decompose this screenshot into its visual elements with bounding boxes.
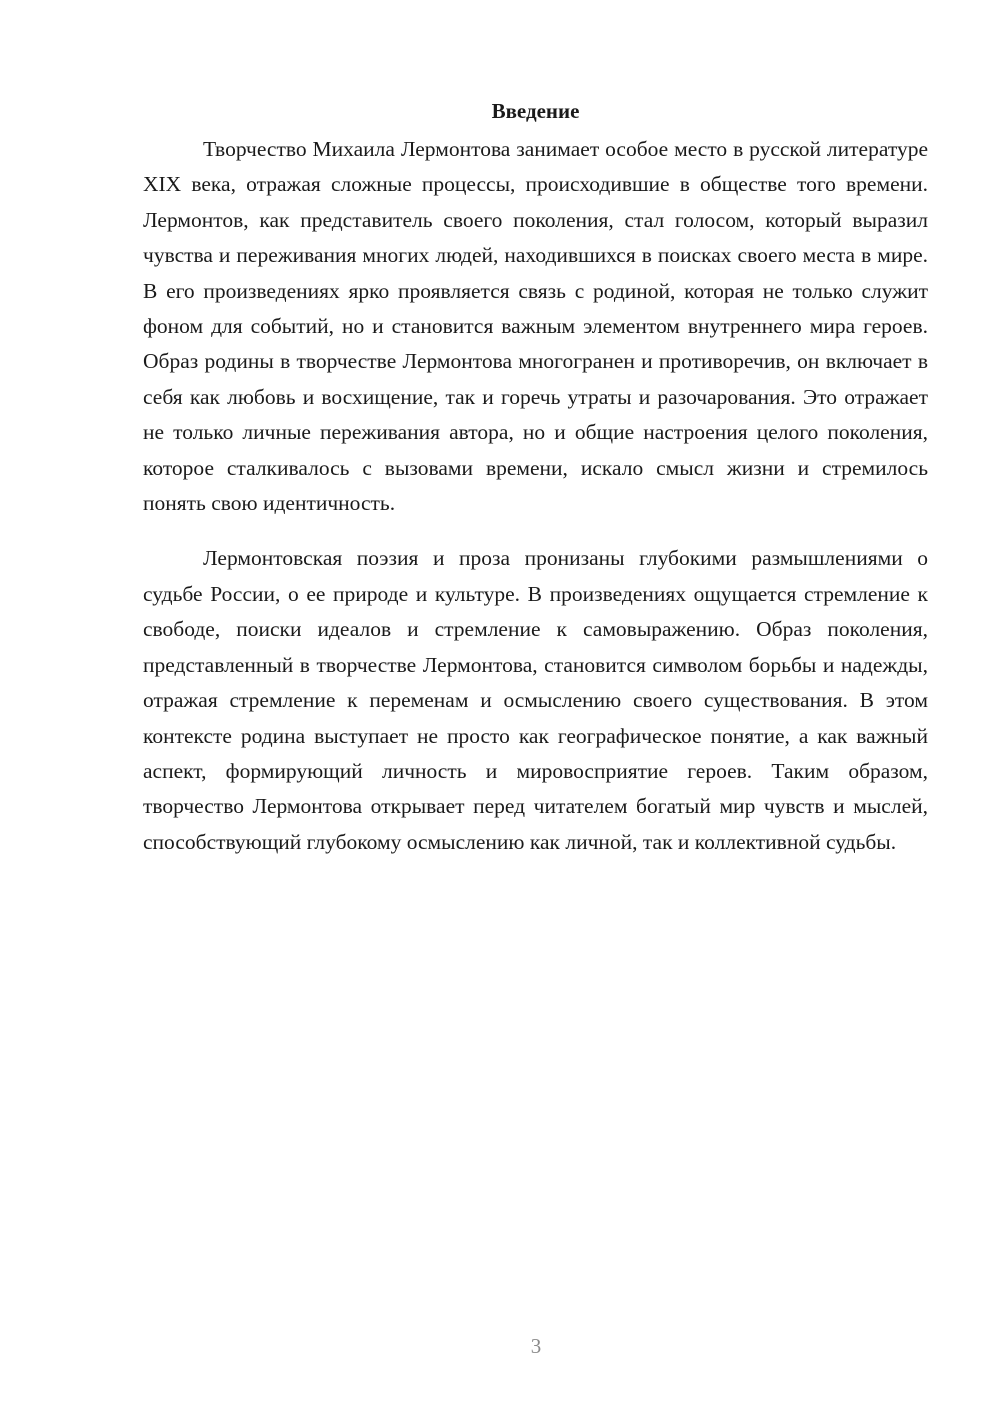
- page-content: [143, 96, 928, 860]
- paragraph-1: Творчество Михаила Лермонтова занимает особое место в русской литературе XIX века, отражая сложные процессы, происходившие в обществе того времени. Лермонтов, как представитель своего поколения, стал голосом, который выразил чувства и переживания многих людей, находившихся в поисках своего места в мире. В его произведениях ярко проявляется связь с родиной, которая не только служит фоном для событий, но и становится важным элементом внутреннего мира героев. Образ родины в творчестве Лермонтова многогранен и противоречив, он включает в себя как любовь и восхищение, так и горечь утраты и разочарования. Это отражает не только личные переживания автора, но и общие настроения целого поколения, которое сталкивалось с вызовами времени, искало смысл жизни и стремилось понять свою идентичность.: [143, 137, 928, 516]
- section-heading: Введение: [491, 99, 580, 123]
- page-number: 3: [530, 1334, 542, 1358]
- paragraph-2: Лермонтовская поэзия и проза пронизаны глубокими размышлениями о судьбе России, о ее природе и культуре. В произведениях ощущается стремление к свободе, поиски идеалов и стремление к самовыражению. Образ поколения, представленный в творчестве Лермонтова, становится символом борьбы и надежды, отражая стремление к переменам и осмыслению своего существования. В этом контексте родина выступает не просто как географическое понятие, а как важный аспект, формирующий личность и мировосприятие героев. Таким образом, творчество Лермонтова открывает перед читателем богатый мир чувств и мыслей, способствующий глубокому осмыслению как личной, так и коллективной судьбы.: [143, 546, 928, 854]
